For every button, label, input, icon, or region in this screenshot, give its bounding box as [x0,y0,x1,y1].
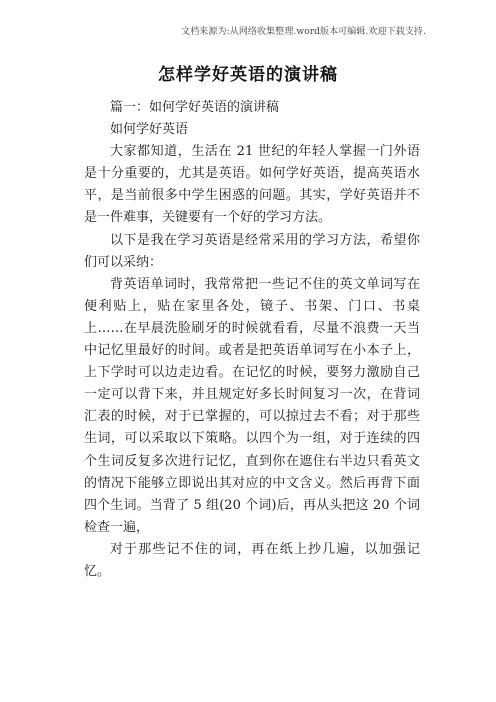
document-title: 怎样学好英语的演讲稿 [158,65,338,85]
paragraph-section-label: 篇一：如何学好英语的演讲稿 [110,100,280,115]
header-note: 文档来源为:从网络收集整理.word版本可编辑.欢迎下载支持. [181,27,426,37]
paragraph-methods-lead: 以下是我在学习英语是经常采用的学习方法，希望你们可以采纳： [84,232,420,270]
paragraph-subtitle: 如何学好英语 [110,122,189,138]
paragraph-intro: 大家都知道，生活在 21 世纪的年轻人掌握一门外语是十分重要的，尤其是英语。如何学好英语，提高英语水平，是当前很多中学生困惑的问题。其实，学好英语并不是一件难事，关键要有一个好的学习方法。 [84,144,420,226]
paragraph-vocabulary-method: 背英语单词时，我常常把一些记不住的英文单词写在便利贴上，贴在家里各处，镜子、书架、门口、书桌上……在早晨洗脸刷牙的时候就看看，尽量不浪费一天当中记忆里最好的时间。或者是把英语单词写在小本子上，上下学时可以边走边看。在记忆的时候，要努力激励自己一定可以背下来，并且规定好多长时间复习一次，在背词汇表的时候，对于已掌握的，可以掠过去不看；对于那些生词，可以采取以下策略。以四个为一组，对于连续的四个生词反复多次进行记忆，直到你在遮住右半边只看英文的情况下能够立即说出其对应的中文含义。然后再背下面四个生词。当背了 5 组(20 个词)后，再从头把这 20 个词检查一遍， [84,276,420,535]
document-body [84,97,420,583]
paragraph-review-method: 对于那些记不住的词，再在纸上抄几遍，以加强记忆。 [84,541,420,579]
